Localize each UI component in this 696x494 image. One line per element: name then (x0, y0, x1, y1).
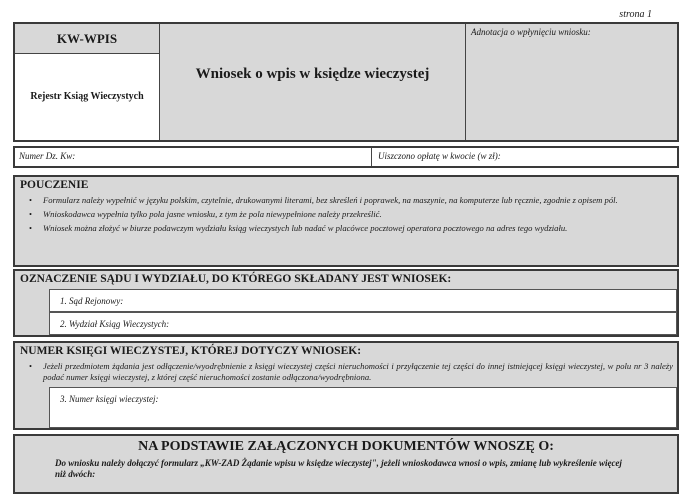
book-number-note: • Jeżeli przedmiotem żądania jest odłączenie/wyodrębnienie z księgi wieczystej części nieruchomości i przyłączenie tej części do innej istniejącej księgi wieczystej, w polu nr 3 należy podać numer księgi wieczystej, z której część nieruchomości zostanie odłączona/wyodrębniona. (15, 361, 677, 383)
form-title: Wniosek o wpis w księdze wieczystej (160, 24, 466, 140)
book-number-heading: NUMER KSIĘGI WIECZYSTEJ, KTÓREJ DOTYCZY WNIOSEK: (20, 345, 362, 357)
court-section (13, 269, 679, 337)
request-section-heading: NA PODSTAWIE ZAŁĄCZONYCH DOKUMENTÓW WNOSZĘ O: (138, 439, 554, 454)
form-header (13, 22, 679, 142)
request-section (13, 434, 679, 494)
instructions-list (15, 195, 677, 234)
meta-row (13, 146, 679, 168)
request-section-note: Do wniosku należy dołączyć formularz „KW-ZAD Żądanie wpisu w księdze wieczystej", jeżeli wnioskodawca wnosi o wpis, zmianę lub wykreślenie więcej niż dwóch: (55, 458, 622, 479)
instructions-heading: POUCZENIE (20, 179, 89, 191)
instruction-item: • Wnioskodawca wypełnia tylko pola jasne wniosku, z tym że pola niewypełnione należy przekreślić. (15, 209, 677, 220)
page-number: strona 1 (619, 9, 652, 20)
dz-kw-number-field: Numer Dz. Kw: (15, 148, 372, 166)
book-number-section (13, 341, 679, 430)
instruction-item: • Formularz należy wypełnić w języku polskim, czytelnie, drukowanymi literami, bez skreśleń i poprawek, na maszynie, na komputerze lub ręcznie, zgodnie z opisem pól. (15, 195, 677, 206)
land-register-number-field[interactable]: 3. Numer księgi wieczystej: (49, 387, 677, 428)
registry-label: Rejestr Ksiąg Wieczystych (15, 54, 160, 140)
instructions-section (13, 175, 679, 267)
district-court-field[interactable]: 1. Sąd Rejonowy: (49, 289, 677, 312)
court-section-heading: OZNACZENIE SĄDU I WYDZIAŁU, DO KTÓREGO SKŁADANY JEST WNIOSEK: (20, 273, 452, 285)
fee-paid-field: Uiszczono opłatę w kwocie (w zł): (378, 151, 501, 161)
book-number-note-list (15, 361, 677, 383)
instruction-item: • Wniosek można złożyć w biurze podawczym wydziału ksiąg wieczystych lub nadać w placówce pocztowej operatora pocztowego na adres tego wydziału. (15, 223, 677, 234)
form-code: KW-WPIS (15, 24, 160, 54)
receipt-annotation-field: Adnotacja o wpłynięciu wniosku: (466, 24, 677, 140)
land-registry-department-field[interactable]: 2. Wydział Ksiąg Wieczystych: (49, 312, 677, 335)
